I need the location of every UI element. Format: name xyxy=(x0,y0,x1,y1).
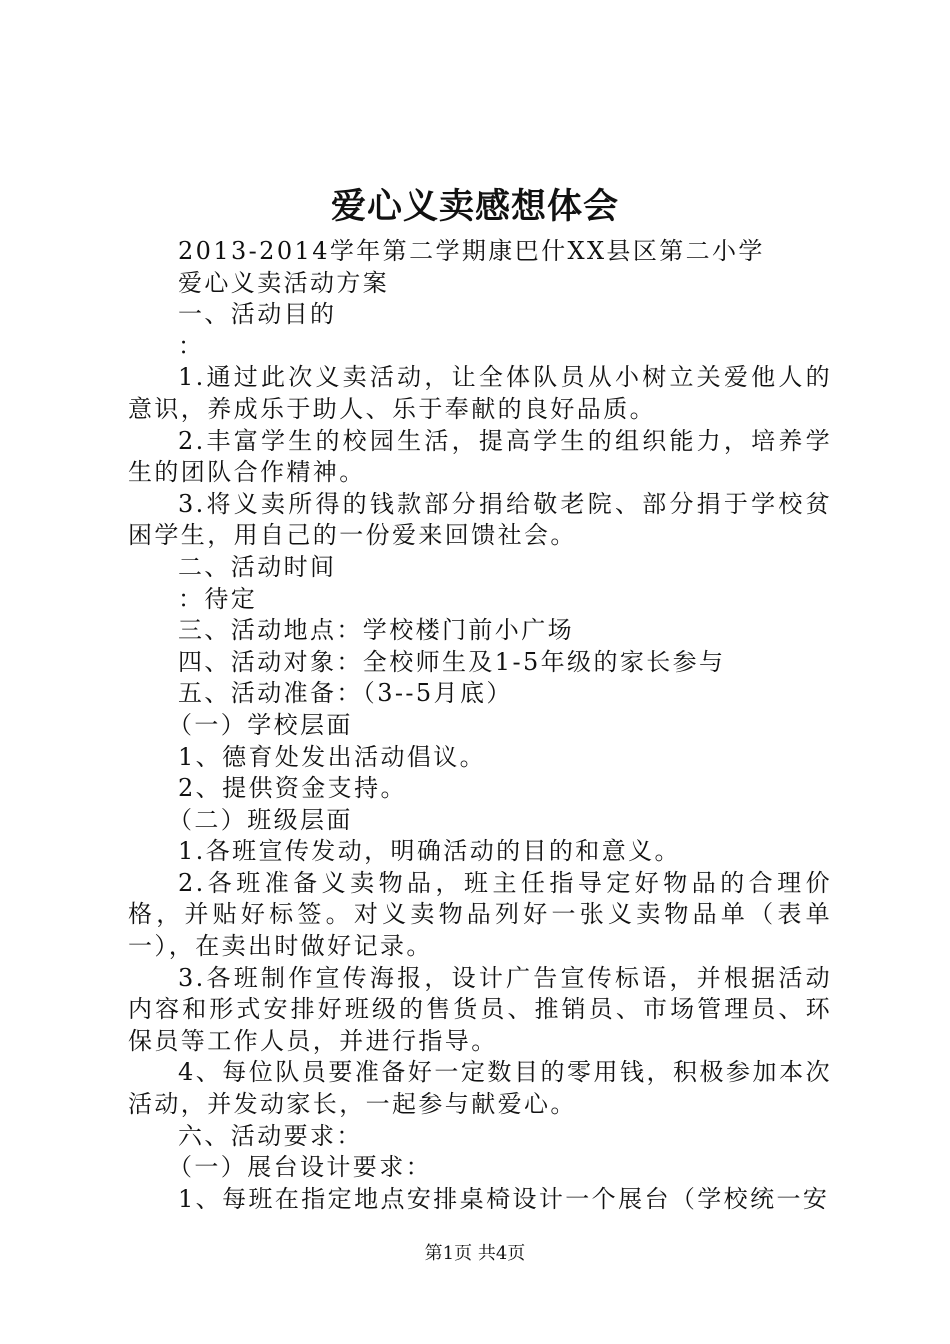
body-paragraph: 五、活动准备：（3--5月底） xyxy=(178,679,513,708)
body-paragraph: ：待定 xyxy=(178,584,258,613)
body-paragraph: 1.各班宣传发动，明确活动的目的和意义。 xyxy=(178,837,681,866)
body-paragraph: 四、活动对象：全校师生及1-5年级的家长参与 xyxy=(178,647,726,676)
body-paragraph: ： xyxy=(178,331,205,360)
body-paragraph: （二）班级层面 xyxy=(168,805,353,834)
body-paragraph: 2.各班准备义卖物品，班主任指导定好物品的合理价格，并贴好标签。对义卖物品列好一张义卖物品单（表单一），在卖出时做好记录。 xyxy=(128,868,832,961)
body-paragraph: 2、提供资金支持。 xyxy=(178,774,407,803)
document-body xyxy=(128,236,832,1215)
body-paragraph: （一）展台设计要求： xyxy=(168,1153,432,1182)
body-paragraph: 2013-2014学年第二学期康巴什XX县区第二小学 xyxy=(178,237,765,265)
body-paragraph: 2.丰富学生的校园生活，提高学生的组织能力，培养学生的团队合作精神。 xyxy=(128,426,832,487)
body-paragraph: 一、活动目的 xyxy=(178,300,337,329)
document-title: 爱心义卖感想体会 xyxy=(330,186,619,227)
body-paragraph: 1、每班在指定地点安排桌椅设计一个展台（学校统一安 xyxy=(178,1184,830,1213)
body-paragraph: 1、德育处发出活动倡议。 xyxy=(178,742,487,771)
body-paragraph: 3.将义卖所得的钱款部分捐给敬老院、部分捐于学校贫困学生，用自己的一份爱来回馈社会。 xyxy=(128,489,832,550)
body-paragraph: 爱心义卖活动方案 xyxy=(178,268,390,297)
body-paragraph: 3.各班制作宣传海报，设计广告宣传标语，并根据活动内容和形式安排好班级的售货员、推销员、市场管理员、环保员等工作人员，并进行指导。 xyxy=(128,963,832,1055)
page-footer: 第1页 共4页 xyxy=(424,1243,526,1264)
body-paragraph: 三、活动地点：学校楼门前小广场 xyxy=(178,616,574,645)
body-paragraph: 1.通过此次义卖活动，让全体队员从小树立关爱他人的意识，养成乐于助人、乐于奉献的良好品质。 xyxy=(128,363,832,423)
body-paragraph: 4、每位队员要准备好一定数目的零用钱，积极参加本次活动，并发动家长，一起参与献爱心。 xyxy=(128,1058,832,1119)
body-paragraph: （一）学校层面 xyxy=(168,710,353,739)
body-paragraph: 六、活动要求： xyxy=(178,1121,363,1150)
body-paragraph: 二、活动时间 xyxy=(178,552,337,581)
